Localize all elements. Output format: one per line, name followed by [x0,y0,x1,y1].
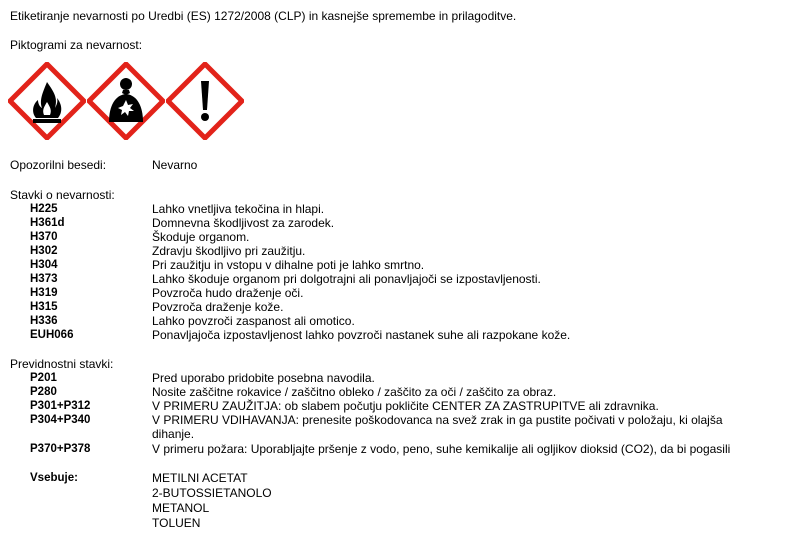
precaution-text-continued: dihanje. [152,427,195,441]
precaution-code: P370+P378 [30,443,91,455]
hazard-code: EUH066 [30,329,74,341]
precaution-text: V primeru požara: Uporabljajte pršenje z vodo, peno, suhe kemikalije ali ogljikov dioksid (CO2), da bi pogasili [152,442,731,456]
pictograms-label: Piktogrami za nevarnost: [10,38,143,52]
substance-name: METILNI ACETAT [152,471,248,485]
precaution-text: V PRIMERU ZAUŽITJA: ob slabem počutju pokličite CENTER ZA ZASTRUPITVE ali zdravnika. [152,399,659,413]
hazard-text: Zdravju škodljivo pri zaužitju. [152,244,306,258]
precaution-code: P201 [30,372,57,384]
hazard-statements-title: Stavki o nevarnosti: [10,188,115,202]
substance-name: TOLUEN [152,516,201,530]
precautionary-statements-title: Previdnostni stavki: [10,357,114,371]
hazard-code: H315 [30,301,58,313]
hazard-text: Lahko vnetljiva tekočina in hlapi. [152,202,325,216]
precaution-code: P280 [30,386,57,398]
signal-word-label: Opozorilni besedi: [10,158,107,172]
hazard-code: H373 [30,273,58,285]
hazard-code: H302 [30,245,58,257]
signal-word-value: Nevarno [152,158,198,172]
precaution-text: Nosite zaščitne rokavice / zaščitno obleko / zaščito za oči / zaščito za obraz. [152,385,557,399]
precaution-text: Pred uporabo pridobite posebna navodila. [152,371,375,385]
hazard-text: Domnevna škodljivost za zarodek. [152,216,335,230]
hazard-text: Povzroča draženje kože. [152,300,284,314]
precaution-code: P304+P340 [30,414,91,426]
hazard-text: Ponavljajoča izpostavljenost lahko povzroči nastanek suhe ali razpokane kože. [152,328,571,342]
hazard-code: H225 [30,203,58,215]
hazard-text: Škoduje organom. [152,230,250,244]
flame-icon [8,62,86,140]
precaution-text: V PRIMERU VDIHAVANJA: prenesite poškodovanca na svež zrak in ga pustite počivati v položaju, ki olajša [152,413,723,427]
substance-name: METANOL [152,501,210,515]
hazard-text: Lahko povzroči zaspanost ali omotico. [152,314,355,328]
hazard-text: Pri zaužitju in vstopu v dihalne poti je lahko smrtno. [152,258,425,272]
precaution-code: P301+P312 [30,400,91,412]
label-header: Etiketiranje nevarnosti po Uredbi (ES) 1272/2008 (CLP) in kasnejše spremembe in prilagoditve. [10,9,517,23]
substance-name: 2-BUTOSSIETANOLO [152,486,272,500]
hazard-code: H319 [30,287,58,299]
hazard-code: H304 [30,259,58,271]
hazard-text: Lahko škoduje organom pri dolgotrajni ali ponavljajoči se izpostavljenosti. [152,272,541,286]
exclamation-mark-icon [166,62,244,140]
contains-label: Vsebuje: [30,472,78,484]
hazard-code: H370 [30,231,58,243]
hazard-text: Povzroča hudo draženje oči. [152,286,304,300]
hazard-code: H336 [30,315,58,327]
health-hazard-icon [87,62,165,140]
hazard-code: H361d [30,217,65,229]
